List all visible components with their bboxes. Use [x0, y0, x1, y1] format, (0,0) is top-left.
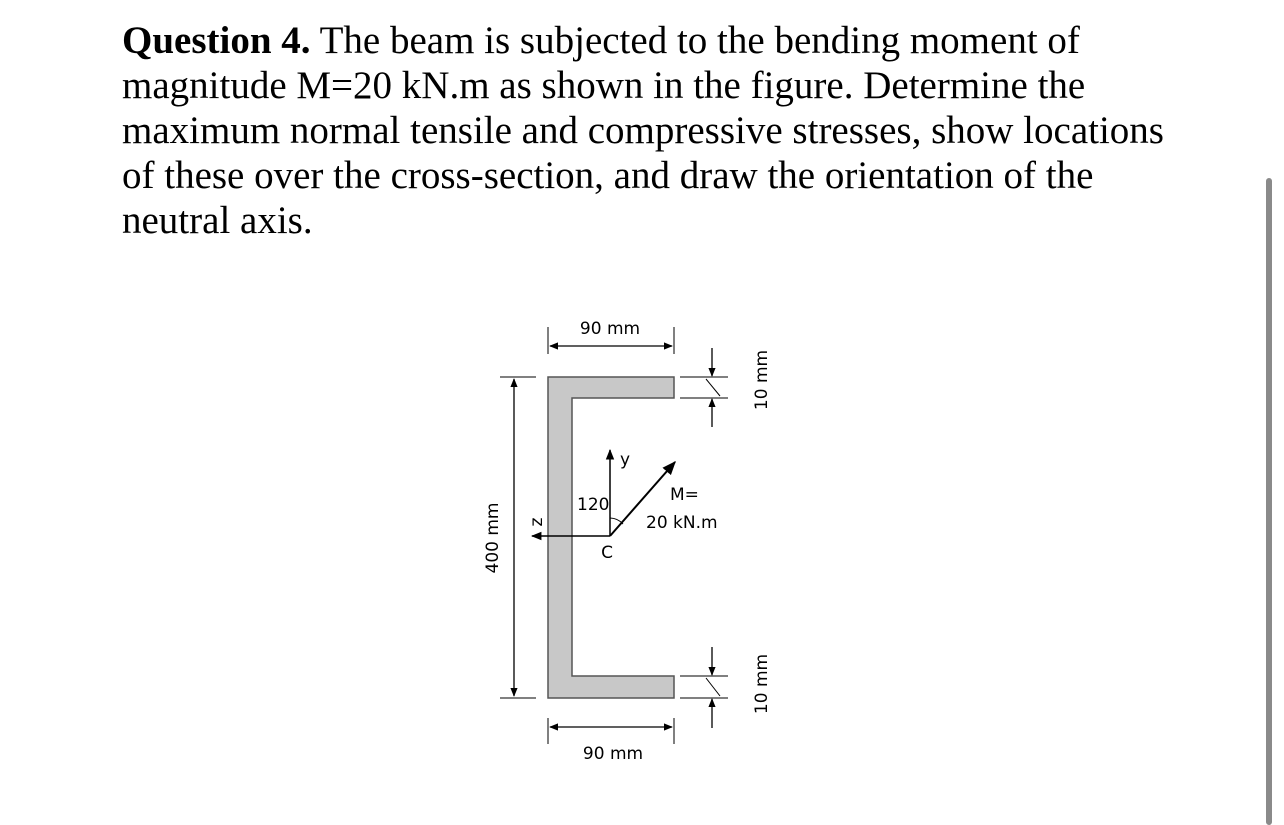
channel-section	[548, 377, 674, 698]
moment-label-line1: M=	[670, 485, 699, 505]
height-label: 400 mm	[483, 502, 503, 574]
z-axis-label: z	[527, 517, 547, 527]
question-text	[122, 18, 1202, 243]
question-body: The beam is subjected to the bending moment of magnitude M=20 kN.m as shown in the figure. Determine the maximum normal tensile and compressive stresses, show locations of these over the cross-section, and draw the orientation of the neutral axis.	[122, 19, 1164, 242]
vertical-scrollbar[interactable]	[1266, 178, 1272, 825]
top-thickness-label: 10 mm	[752, 349, 772, 411]
bottom-thickness-label: 10 mm	[752, 653, 772, 715]
top-thk-tick	[706, 379, 720, 396]
bottom-width-label: 90 mm	[582, 744, 644, 764]
question-number: Question 4.	[122, 19, 311, 62]
channel-section-figure	[470, 300, 780, 790]
moment-label-line2: 20 kN.m	[646, 513, 718, 533]
top-width-label: 90 mm	[579, 319, 641, 339]
angle-label: 120	[577, 495, 610, 515]
y-axis-label: y	[620, 450, 631, 470]
bot-thk-tick	[706, 678, 720, 696]
centroid-label: C	[601, 543, 613, 563]
